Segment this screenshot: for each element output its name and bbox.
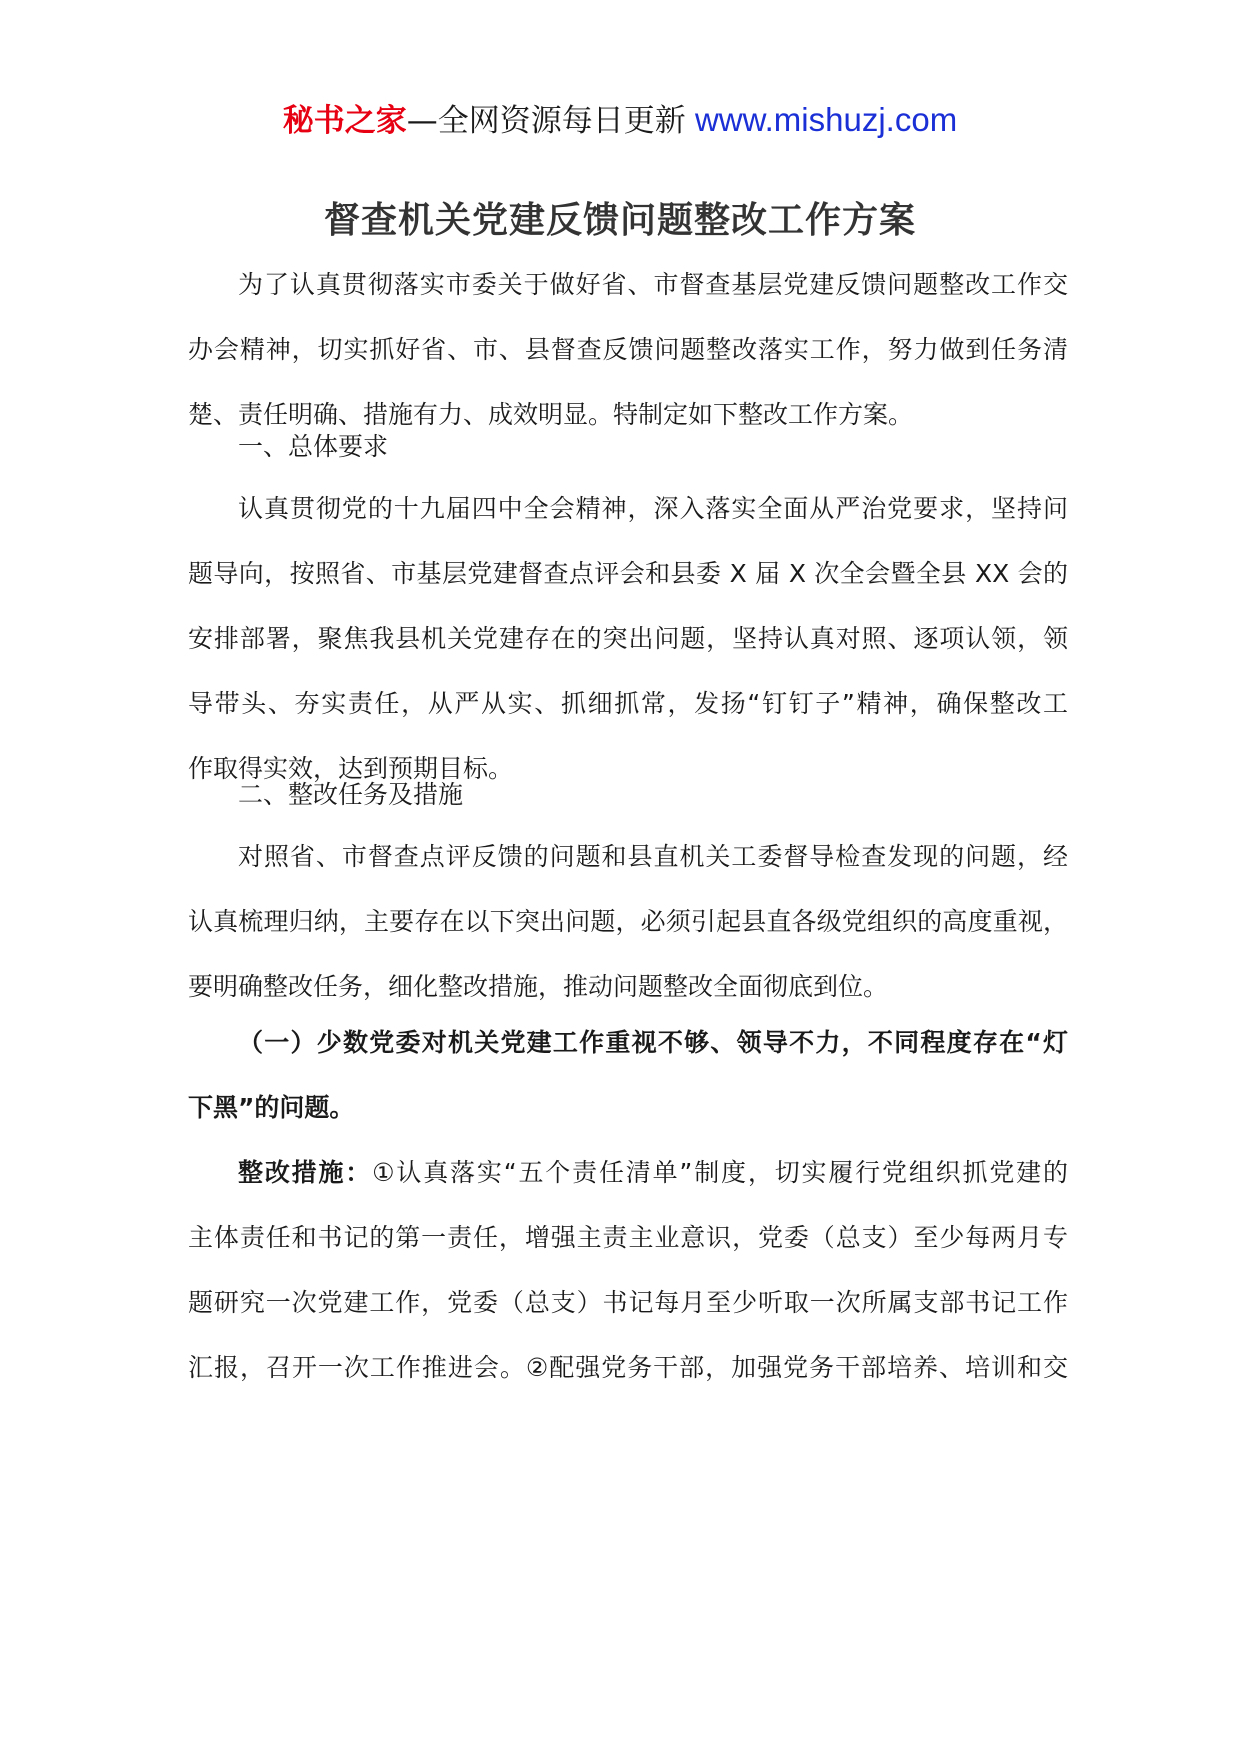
paragraph-line: 要明确整改任务，细化整改措施，推动问题整改全面彻底到位。 (188, 972, 889, 1001)
section-heading-1 (188, 414, 1068, 479)
paragraph-line: 办会精神，切实抓好省、市、县督查反馈问题整改落实工作，努力做到任务清 (188, 335, 1068, 364)
paragraph-line: 作取得实效，达到预期目标。 (188, 754, 514, 783)
section-heading-2 (188, 762, 1068, 827)
site-url-link[interactable]: www.mishuzj.com (685, 101, 958, 138)
paragraph-line: 为了认真贯彻落实市委关于做好省、市督查基层党建反馈问题整改工作交 (238, 270, 1068, 299)
paragraph-line: 对照省、市督查点评反馈的问题和县直机关工委督导检查发现的问题，经 (238, 842, 1068, 871)
issue-heading-line: （一）少数党委对机关党建工作重视不够、领导不力，不同程度存在“灯 (238, 1028, 1068, 1057)
issue-heading-line: 下黑”的问题。 (188, 1093, 355, 1122)
paragraph-line: 导带头、夯实责任，从严从实、抓细抓常，发扬“钉钉子”精神，确保整改工 (188, 689, 1068, 718)
measures-paragraph (188, 1140, 1068, 1400)
paragraph-line: 题导向，按照省、市基层党建督查点评会和县委 X 届 X 次全会暨全县 XX 会的 (188, 559, 1068, 588)
section1-paragraph (188, 476, 1068, 801)
site-header (0, 98, 1240, 143)
paragraph-line: 主体责任和书记的第一责任，增强主责主业意识，党委（总支）至少每两月专 (188, 1223, 1068, 1252)
paragraph-line: 认真贯彻党的十九届四中全会精神，深入落实全面从严治党要求，坚持问 (238, 494, 1068, 523)
paragraph-line: 楚、责任明确、措施有力、成效明显。特制定如下整改工作方案。 (188, 400, 914, 429)
paragraph-line: 安排部署，聚焦我县机关党建存在的突出问题，坚持认真对照、逐项认领，领 (188, 624, 1068, 653)
paragraph-line: 题研究一次党建工作，党委（总支）书记每月至少听取一次所属支部书记工作 (188, 1288, 1068, 1317)
section-heading-text: 二、整改任务及措施 (238, 780, 464, 809)
paragraph-line: 汇报，召开一次工作推进会。②配强党务干部，加强党务干部培养、培训和交 (188, 1353, 1068, 1382)
issue-heading-1 (188, 1010, 1068, 1140)
document-title: 督查机关党建反馈问题整改工作方案 (323, 200, 916, 241)
measures-text: ①认真落实“五个责任清单”制度，切实履行党组织抓党建的 (372, 1158, 1068, 1187)
section-heading-text: 一、总体要求 (238, 432, 389, 461)
paragraph-line: 认真梳理归纳，主要存在以下突出问题，必须引起县直各级党组织的高度重视， (188, 907, 1068, 936)
paragraph-line (188, 1140, 1068, 1205)
section2-paragraph (188, 824, 1068, 1019)
site-brand: 秘书之家 (282, 103, 407, 139)
measures-label: 整改措施： (238, 1158, 373, 1187)
site-slogan: —全网资源每日更新 (406, 103, 686, 139)
